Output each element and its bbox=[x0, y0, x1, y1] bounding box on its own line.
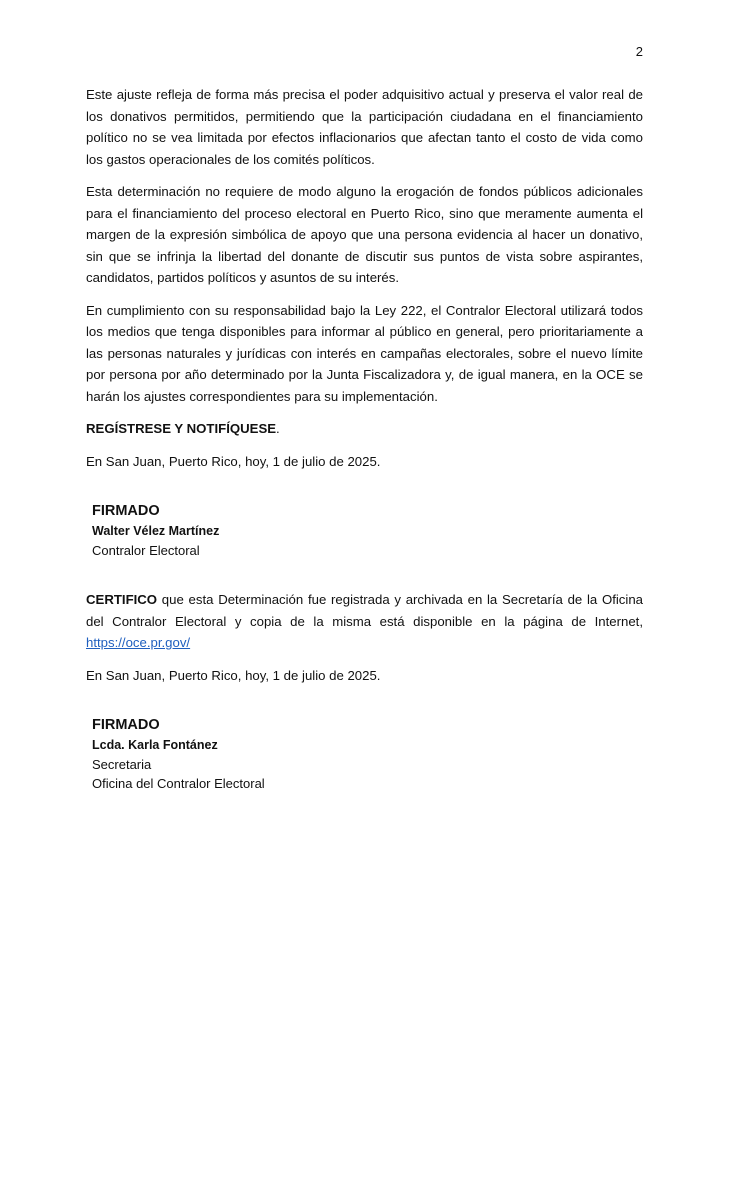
registrese-suffix: . bbox=[276, 421, 280, 436]
signature-office: Oficina del Contralor Electoral bbox=[92, 776, 265, 791]
date-line-1: En San Juan, Puerto Rico, hoy, 1 de julio de 2025. bbox=[86, 453, 381, 469]
signature-name: Walter Vélez Martínez bbox=[92, 524, 220, 538]
signature-status: FIRMADO bbox=[92, 717, 160, 733]
signature-title: Contralor Electoral bbox=[92, 543, 200, 558]
document-body bbox=[86, 84, 643, 793]
certifico-text: que esta Determinación fue registrada y archivada en la Secretaría de la Oficina del Contralor Electoral y copia de la misma está disponible en la página de Internet, bbox=[86, 592, 643, 629]
registrese-line bbox=[86, 418, 643, 440]
signature-title: Secretaria bbox=[92, 757, 152, 772]
signature-block-secretaria bbox=[92, 714, 643, 793]
page-number: 2 bbox=[635, 44, 643, 59]
oce-website-link[interactable]: https://oce.pr.gov/ bbox=[86, 635, 191, 650]
signature-status: FIRMADO bbox=[92, 503, 160, 519]
certifico-paragraph bbox=[86, 589, 643, 654]
certifico-label: CERTIFICO bbox=[86, 592, 158, 607]
signature-block-contralor bbox=[92, 500, 643, 560]
registrese-label: REGÍSTRESE Y NOTIFÍQUESE bbox=[86, 421, 277, 436]
paragraph-no-public-funds: Esta determinación no requiere de modo alguno la erogación de fondos públicos adicionales para el financiamiento del proceso electoral en Puerto Rico, sino que meramente aumenta el margen de la expresión simbólica de apoyo que una persona evidencia al hacer un donativo, sin que se infrinja la libertad del donante de discutir sus puntos de vista sobre aspirantes, candidatos, partidos políticos y asuntos de su interés. bbox=[86, 184, 643, 285]
paragraph-inflation-adjustment: Este ajuste refleja de forma más precisa el poder adquisitivo actual y preserva el valor real de los donativos permitidos, permitiendo que la participación ciudadana en el financiamiento político no se vea limitada por efectos inflacionarios que afectan tanto el costo de vida como los gastos operacionales de los comités políticos. bbox=[86, 87, 643, 167]
signature-name: Lcda. Karla Fontánez bbox=[92, 738, 218, 752]
paragraph-ley-222: En cumplimiento con su responsabilidad bajo la Ley 222, el Contralor Electoral utilizará todos los medios que tenga disponibles para informar al público en general, pero prioritariamente a las personas naturales y jurídicas con interés en campañas electorales, sobre el nuevo límite por persona por año determinado por la Junta Fiscalizadora y, de igual manera, en la OCE se harán los ajustes correspondientes para su implementación. bbox=[86, 302, 643, 404]
date-line-2: En San Juan, Puerto Rico, hoy, 1 de julio de 2025. bbox=[86, 667, 381, 683]
